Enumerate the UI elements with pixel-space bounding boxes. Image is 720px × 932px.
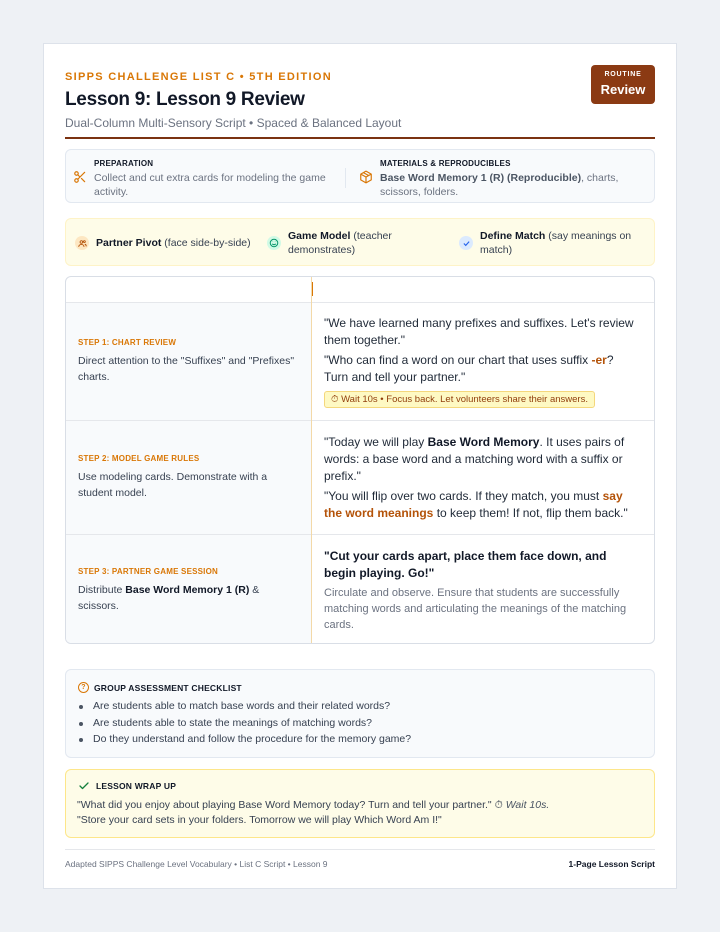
step-2-script — [324, 421, 640, 534]
preparation-section — [94, 159, 330, 199]
materials-text — [380, 171, 652, 199]
step-3-note: Circulate and observe. Ensure that students are successfully matching words and articulating the meanings of the matching cards. — [324, 586, 627, 631]
cue-3-bold: Define Match — [480, 230, 546, 242]
game-name: Base Word Memory — [427, 434, 540, 449]
cue-game-model — [267, 219, 457, 267]
step-2-line-1-pre: "Today we will play — [324, 434, 428, 449]
wrap-up-line-1-text: "What did you enjoy about playing Base Word Memory today? Turn and tell your partner." — [77, 799, 492, 811]
header-divider — [65, 137, 655, 139]
wait-cue-text: Wait 10s • Focus back. Let volunteers share their answers. — [341, 394, 588, 405]
step-1-line-2 — [324, 352, 640, 386]
smile-icon — [267, 236, 281, 250]
step-2-line-1-post: . It uses pairs of words: a base word and a matching word with a suffix or prefix." — [324, 434, 625, 483]
step-2-line-2 — [324, 488, 640, 522]
page-title: Lesson 9: Lesson 9 Review — [65, 89, 305, 110]
step-3-script — [324, 535, 640, 644]
steps-table-header — [66, 277, 654, 303]
step-2-line-1 — [324, 434, 640, 485]
wrap-up-title: LESSON WRAP UP — [96, 781, 177, 791]
step-3-instructions — [66, 535, 311, 644]
list-item: Are students able to state the meanings of matching words? — [78, 715, 411, 732]
step-1-description: Direct attention to the "Suffixes" and "Prefixes" charts. — [78, 355, 295, 383]
step-row-3 — [66, 535, 654, 644]
cue-define-match — [459, 219, 649, 267]
cue-3-rest: (say meanings on match) — [480, 230, 632, 256]
materials-section — [380, 159, 652, 199]
lesson-page — [43, 43, 677, 889]
cue-1-rest: (face side-by-side) — [161, 237, 251, 249]
column-divider — [311, 277, 312, 643]
step-1-line-1: "We have learned many prefixes and suffixes. Let's review them together." — [324, 316, 634, 347]
step-3-line-1: "Cut your cards apart, place them face down, and begin playing. Go!" — [324, 548, 607, 580]
routine-badge-label: ROUTINE — [604, 71, 642, 78]
prep-divider — [345, 168, 346, 188]
wait-cue — [324, 391, 595, 408]
page-subtitle: Dual-Column Multi-Sensory Script • Spaced & Balanced Layout — [65, 116, 402, 130]
step-2-label: STEP 2: MODEL GAME RULES — [78, 454, 200, 463]
scissors-icon — [73, 170, 87, 184]
step-row-1 — [66, 303, 654, 421]
question-icon: ? — [78, 682, 89, 693]
users-icon — [75, 236, 89, 250]
cue-partner-pivot — [75, 219, 265, 267]
step-1-script — [324, 303, 640, 420]
footer-source: Adapted SIPPS Challenge Level Vocabulary • List C Script • Lesson 9 — [65, 859, 328, 869]
step-1-line-2-post: ? Turn and tell your partner." — [324, 353, 614, 384]
timer-icon: ⏱ — [331, 394, 339, 405]
step-3-desc-bold: Base Word Memory 1 (R) — [125, 583, 250, 596]
step-2-description: Use modeling cards. Demonstrate with a student model. — [78, 471, 268, 499]
list-item: Are students able to match base words and their related words? — [78, 698, 411, 715]
list-item: Do they understand and follow the procedure for the memory game? — [78, 731, 411, 748]
step-3-desc-pre: Distribute — [78, 583, 126, 596]
lesson-wrap-up — [65, 769, 655, 838]
footer-label: 1-Page Lesson Script — [568, 859, 655, 869]
step-1-instructions — [66, 303, 311, 420]
checklist-header — [78, 682, 242, 693]
wrap-up-wait: Wait 10s. — [505, 799, 550, 811]
page-footer — [65, 849, 655, 869]
materials-bold: Base Word Memory 1 (R) (Reproducible) — [380, 172, 582, 184]
cue-1-bold: Partner Pivot — [96, 237, 162, 249]
materials-label: MATERIALS & REPRODUCIBLES — [380, 159, 511, 168]
wrap-up-line-2: "Store your card sets in your folders. Tomorrow we will play Which Word Am I!" — [77, 814, 442, 826]
step-3-description — [78, 582, 299, 614]
rule-highlight: say the word meanings — [324, 488, 623, 520]
cue-2-bold: Game Model — [288, 230, 351, 242]
assessment-checklist — [65, 669, 655, 758]
step-1-line-2-pre: "Who can find a word on our chart that uses suffix — [324, 353, 592, 367]
step-2-line-2-pre: "You will flip over two cards. If they match, you must — [324, 488, 603, 503]
step-3-label: STEP 3: PARTNER GAME SESSION — [78, 566, 218, 576]
routine-badge-value: Review — [600, 82, 646, 97]
checklist-title: GROUP ASSESSMENT CHECKLIST — [94, 682, 242, 693]
preparation-label: PREPARATION — [94, 159, 154, 168]
cue-2-rest: (teacher demonstrates) — [288, 230, 392, 256]
step-3-desc-post: & scissors. — [78, 583, 260, 612]
checkmark-icon — [78, 780, 90, 792]
package-icon — [359, 170, 373, 184]
preparation-text: Collect and cut extra cards for modeling the game activity. — [94, 172, 326, 198]
checklist-list — [78, 698, 411, 748]
series-kicker: SIPPS CHALLENGE LIST C • 5TH EDITION — [65, 71, 333, 83]
step-2-line-2-post: to keep them! If not, flip them back." — [433, 505, 628, 520]
step-1-label: STEP 1: CHART REVIEW — [78, 338, 177, 347]
materials-rest: , charts, scissors, folders. — [380, 172, 619, 198]
column-marker — [312, 282, 313, 296]
routine-badge — [591, 65, 655, 104]
cue-strip — [65, 218, 655, 266]
timer-icon: ⏱ — [494, 799, 503, 811]
step-2-instructions — [66, 421, 311, 534]
wrap-up-line-1 — [77, 799, 549, 812]
steps-table — [65, 276, 655, 644]
step-row-2 — [66, 421, 654, 535]
suffix-highlight: -er — [591, 353, 607, 367]
check-circle-icon — [459, 236, 473, 250]
wrap-up-header — [78, 780, 176, 792]
preparation-panel — [65, 149, 655, 203]
